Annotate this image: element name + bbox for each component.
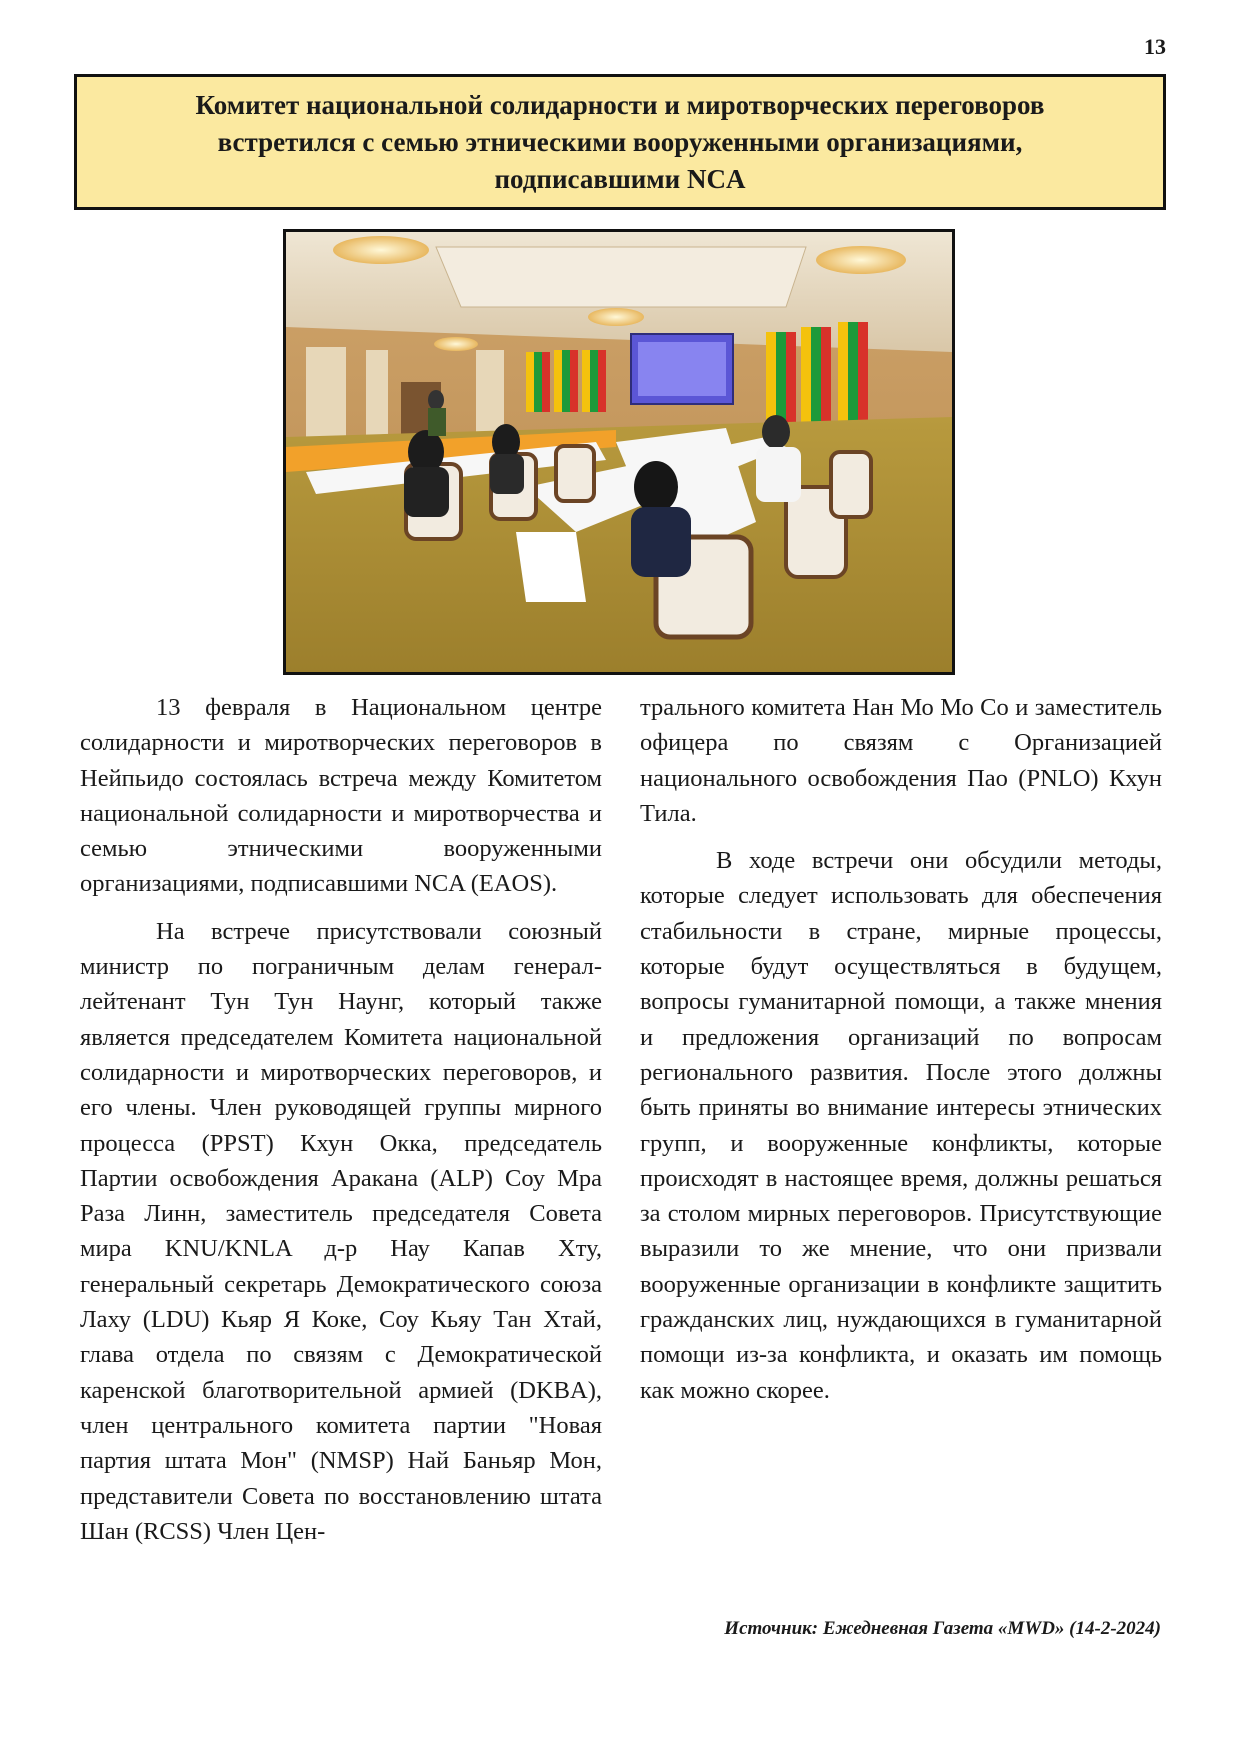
article-column-left [80, 690, 602, 1549]
paragraph: трального комитета Нан Мо Мо Со и заместитель офицера по связям с Организацией национального освобождения Пао (PNLO) Кхун Тила. [640, 694, 1162, 827]
paragraph: 13 февраля в Национальном центре солидарности и миротворческих переговоров в Нейпьидо состоялась встреча между Комитетом национальной солидарности и миротворчества и семью этническими вооруженными организациями, подписавшими NCA (EAOS). [80, 694, 602, 898]
article-column-right [640, 690, 1162, 1408]
flags-right [766, 322, 868, 427]
headline-line-1: Комитет национальной солидарности и миротворческих переговоров [195, 89, 1045, 120]
headline-box [74, 74, 1166, 210]
headline-line-3: подписавшими NCA [494, 163, 746, 194]
flags-left [526, 350, 606, 412]
headline-line-2: встретился с семью этническими вооруженными организациями, [217, 126, 1023, 157]
conference-room-photo [283, 229, 955, 675]
paragraph: В ходе встречи они обсудили методы, которые следует использовать для обеспечения стабильности в стране, мирные процессы, которые будут осуществляться в будущем, вопросы гуманитарной помощи, а также мнения и предложения организаций по вопросам регионального развития. После этого должны быть приняты во внимание интересы этнических групп, и вооруженные конфликты, которые происходят в настоящее время, должны решаться за столом мирных переговоров. Присутствующие выразили то же мнение, что они призвали вооруженные организации в конфликте защитить гражданских лиц, нуждающихся в гуманитарной помощи из-за конфликта, и оказать им помощь как можно скорее. [640, 847, 1162, 1404]
meeting-illustration [286, 232, 952, 672]
paragraph: На встрече присутствовали союзный министр по пограничным делам генерал-лейтенант Тун Тун Наунг, который также является председателем Комитета национальной солидарности и миротворческих переговоров, и его члены. Член руководящей группы мирного процесса (PPST) Кхун Окка, председатель Партии освобождения Аракана (ALP) Соу Мра Раза Линн, заместитель председателя Совета мира KNU/KNLA д-р Нау Капав Хту, генеральный секретарь Демократического союза Лаху (LDU) Кьяр Я Коке, Соу Кьяу Тан Хтай, глава отдела по связям с Демократической каренской благотворительной армией (DKBA), член центрального комитета партии "Новая партия штата Мон" (NMSP) Най Баньяр Мон, представители Совета по восстановлению штата Шан (RCSS) Член Цен- [80, 917, 602, 1545]
source-citation: Источник: Ежедневная Газета «MWD» (14-2-2024) [724, 1618, 1161, 1639]
page-number: 13 [1144, 34, 1166, 59]
